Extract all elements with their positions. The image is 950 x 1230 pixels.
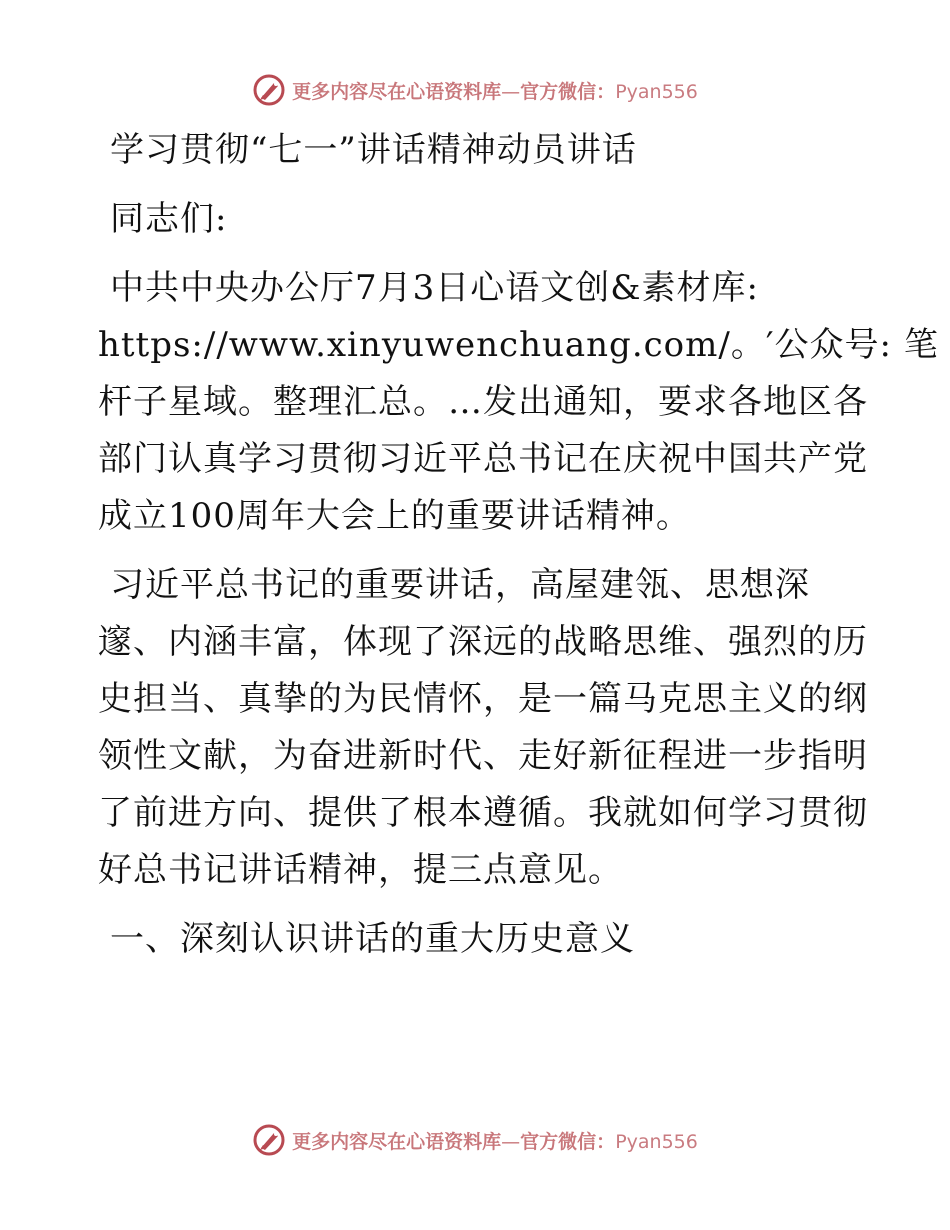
paragraph-1-line: https://www.xinyuwenchuang.com/。′公众号: 笔 [98,325,939,365]
section-heading-1: 一、深刻认识讲话的重大历史意义 [110,919,635,959]
watermark-banner-bottom [0,1120,950,1160]
document-content [98,120,939,968]
watermark-text [292,1127,698,1154]
paragraph-2-line: 好总书记讲话精神，提三点意见。 [98,850,623,890]
watermark-account: Pyan556 [615,1130,698,1153]
document-title: 学习贯彻“七一”讲话精神动员讲话 [110,130,637,170]
paragraph-2 [98,557,868,899]
watermark-dash: — [501,1130,521,1153]
paragraph-2-line: 邃、内涵丰富，体现了深远的战略思维、强烈的历 [98,622,868,662]
watermark-suffix: 官方微信： [520,1130,616,1153]
paragraph-1-line: 部门认真学习贯彻习近平总书记在庆祝中国共产党 [98,439,868,479]
paragraph-1-line: 中共中央办公厅7月3日心语文创&素材库: [110,268,759,308]
paragraph-2-line: 习近平总书记的重要讲话，高屋建瓴、思想深 [110,565,810,605]
watermark-account: Pyan556 [615,80,698,103]
paragraph-2-line: 史担当、真挚的为民情怀，是一篇马克思主义的纲 [98,679,868,719]
paragraph-2-line: 领性文献，为奋进新时代、走好新征程进一步指明 [98,736,868,776]
pen-logo-icon [252,1123,286,1157]
watermark-suffix: 官方微信： [520,80,616,103]
watermark-dash: — [501,80,521,103]
watermark-main: 更多内容尽在心语资料库 [292,80,502,103]
watermark-text [292,77,698,104]
paragraph-2-line: 了前进方向、提供了根本遵循。我就如何学习贯彻 [98,793,868,833]
watermark-main: 更多内容尽在心语资料库 [292,1130,502,1153]
paragraph-1-line: 杆子星域。整理汇总。…发出通知，要求各地区各 [98,382,868,422]
paragraph-1 [98,260,939,545]
pen-logo-icon [252,73,286,107]
salutation: 同志们: [110,199,228,239]
paragraph-1-line: 成立100周年大会上的重要讲话精神。 [98,496,691,536]
watermark-banner-top [0,70,950,110]
